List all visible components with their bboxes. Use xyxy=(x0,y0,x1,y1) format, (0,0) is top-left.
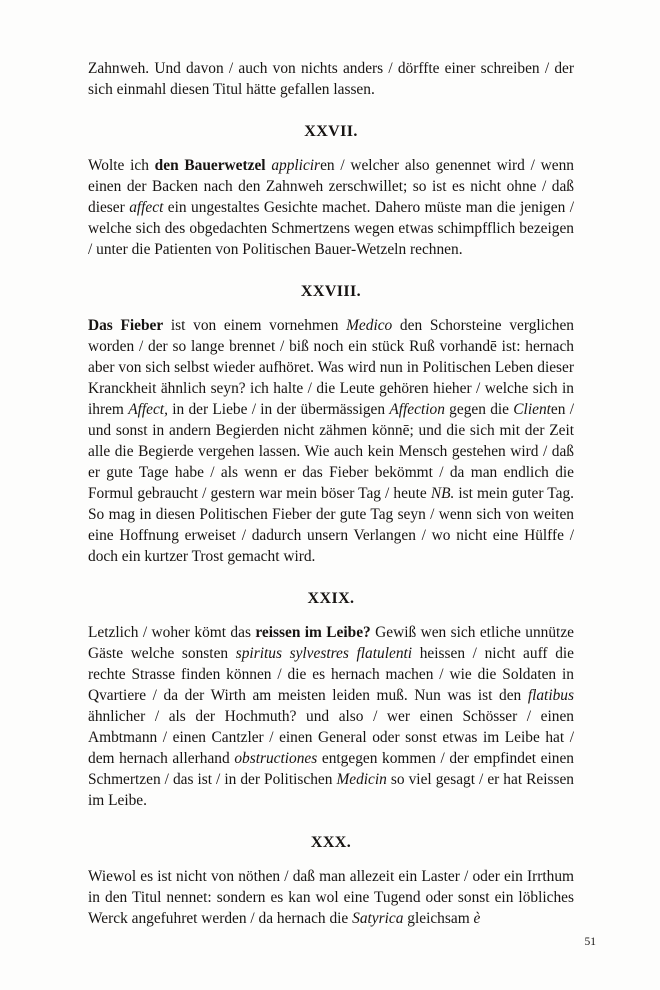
text-run: Affection xyxy=(389,401,445,418)
text-run: den Bauerwetzel xyxy=(154,157,266,174)
text-run: applicir xyxy=(271,157,321,174)
text-run: entgegen kommen / der empfindet einen Schmertzen / das ist / in der Politischen xyxy=(88,750,574,788)
text-run: so viel gesagt / er hat Reissen im Leibe. xyxy=(88,771,574,809)
text-run: gleichsam xyxy=(403,910,474,927)
paragraph-bauerwetzel xyxy=(88,155,574,260)
text-run: NB. xyxy=(430,485,455,502)
text-run: ähnlicher / als der Hochmuth? und also / wer einen Schösser / einen Ambtmann / einen Cantzler / einen General oder sonst etwas im Leibe hat / dem hernach allerhand xyxy=(88,708,574,767)
text-run: obstructiones xyxy=(234,750,318,767)
text-run: Letzlich / woher kömt das xyxy=(88,624,256,641)
text-run: flatibus xyxy=(527,687,574,704)
paragraph-wiewol xyxy=(88,866,574,929)
text-run: Wiewol es ist nicht von nöthen / daß man allezeit ein Laster / oder ein Irrthum in den Titul nennet: sondern es kan wol eine Tugend oder sonst ein löbliches Werck angefuhret werden / da hernach die xyxy=(88,868,574,927)
paragraph-reissen-im-leibe xyxy=(88,622,574,811)
text-run: gegen die xyxy=(444,401,514,418)
text-run: en / und sonst in andern Begierden nicht zähmen könnē; und die sich mit der Zeit alle die Begierde vergehen lassen. Wie auch kein Mensch gestehen wird / daß er gute Tage habe / als wenn er das Fieber bekömmt / da man endlich die Formul gebraucht / gestern war mein böser Tag / heute xyxy=(88,401,575,502)
text-run: Das Fieber xyxy=(88,317,164,334)
text-run: spiritus sylvestres flatulenti xyxy=(235,645,413,662)
text-run: affect xyxy=(129,199,164,216)
text-run: Zahnweh. Und davon / auch von nichts anders / dörffte einer schreiben / der sich einmahl diesen Titul hätte gefallen lassen. xyxy=(88,60,574,98)
text-run: ein ungestaltes Gesichte machet. Dahero müste man die jenigen / welche sich des obgedachten Schmertzens wegen etwas schimpfflich bezeigen / unter die Patienten von Politischen Bauer-Wetzeln rechnen. xyxy=(88,199,574,258)
section-heading-xxviii: XXVIII. xyxy=(300,283,362,300)
text-run: in der Liebe / in der übermässigen xyxy=(167,401,390,418)
text-run: ist mein guter Tag. So mag in diesen Politischen Fieber der gute Tag seyn / wenn sich von weiten eine Hoffnung erweiset / dadurch unsern Verlangen / wo nicht eine Hülffe / doch ein kurtzer Trost gemacht wird. xyxy=(88,485,574,565)
text-run: ist von einem vornehmen xyxy=(163,317,347,334)
text-run: Wolte ich xyxy=(88,157,155,174)
text-run: Affect, xyxy=(128,401,168,418)
text-run: heissen / nicht auff die rechte Strasse finden können / die es hernach machen / wie die Soldaten in Qvartiere / da der Wirth am meisten leiden muß. Nun was ist den xyxy=(88,645,574,704)
section-heading-xxx: XXX. xyxy=(310,834,352,851)
text-run: reissen im Leibe? xyxy=(255,624,371,641)
text-run: Medico xyxy=(346,317,393,334)
text-run: è xyxy=(473,910,481,927)
paragraph-das-fieber xyxy=(88,315,574,567)
text-run: Satyrica xyxy=(352,910,404,927)
section-heading-xxix: XXIX. xyxy=(307,590,355,607)
text-run: den Schorsteine verglichen worden / der so lange brennet / biß noch ein stück Ruß vorhandē ist: hernach aber von sich selbst wieder aufhöret. Was wird nun in Politischen Leben dieser Kranckheit ähnlich seyn? ich halte / die Leute gehören hieher / welche sich in ihrem xyxy=(88,317,574,418)
text-run: Gewiß wen sich etliche unnütze Gäste welche sonsten xyxy=(88,624,574,662)
text-run: Medicin xyxy=(336,771,387,788)
text-run: en / welcher also genennet wird / wenn einen der Backen nach den Zahnweh zerschwillet; so ist es nicht ohne / daß dieser xyxy=(88,157,574,216)
paragraph-zahnweh-continuation xyxy=(88,58,574,100)
page-number: 51 xyxy=(584,936,596,948)
section-heading-xxvii: XXVII. xyxy=(304,123,358,140)
text-run: Client xyxy=(513,401,551,418)
